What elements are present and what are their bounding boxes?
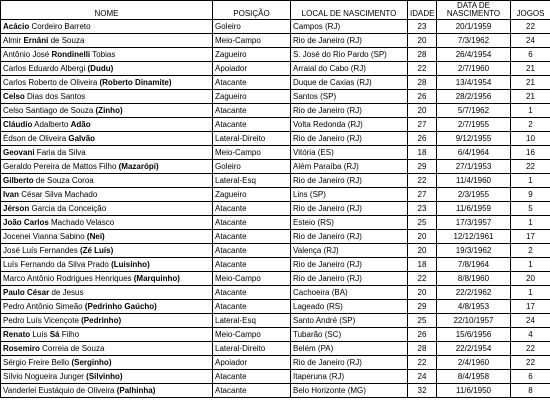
- cell-local: Duque de Caxias (RJ): [291, 76, 408, 90]
- cell-nome: [1, 174, 213, 188]
- cell-local: Rio de Janeiro (RJ): [291, 356, 408, 370]
- cell-idade: 29: [408, 160, 437, 174]
- name-highlight: (Zinho): [95, 106, 123, 115]
- cell-jogos: 1: [511, 216, 550, 230]
- cell-nome: [1, 76, 213, 90]
- cell-posicao: Atacante: [213, 76, 291, 90]
- name-part: Cordeiro Barreto: [29, 22, 91, 31]
- name-highlight: João Carlos: [3, 218, 49, 227]
- cell-idade: 27: [408, 118, 437, 132]
- name-part: Celso Santiago de Souza: [3, 106, 96, 115]
- cell-local: Cachoeira (BA): [291, 286, 408, 300]
- cell-jogos: 4: [511, 328, 550, 342]
- name-highlight: (Mazarópi): [118, 162, 159, 171]
- cell-nome: [1, 104, 213, 118]
- cell-local: Rio de Janeiro (RJ): [291, 34, 408, 48]
- table-row: [1, 356, 550, 370]
- cell-nome: [1, 370, 213, 384]
- cell-nome: [1, 146, 213, 160]
- cell-local: Lageado (RS): [291, 300, 408, 314]
- cell-idade: 20: [408, 34, 437, 48]
- cell-local: Esteio (RS): [291, 216, 408, 230]
- name-highlight: (Luisinho): [111, 260, 150, 269]
- header-row: [1, 1, 550, 20]
- name-highlight: Geovani: [3, 148, 35, 157]
- cell-idade: 20: [408, 286, 437, 300]
- cell-data: 6/4/1964: [437, 146, 511, 160]
- name-part: Pedro Antônio Simeão: [3, 302, 85, 311]
- cell-jogos: 21: [511, 62, 550, 76]
- cell-idade: 26: [408, 90, 437, 104]
- name-part: Tobias: [90, 50, 116, 59]
- cell-posicao: Lateral-Esq: [213, 174, 291, 188]
- name-highlight: (Nei): [86, 232, 105, 241]
- cell-nome: [1, 342, 213, 356]
- name-part: Dias dos Santos: [24, 92, 86, 101]
- table-row: [1, 76, 550, 90]
- cell-data: 11/4/1960: [437, 174, 511, 188]
- cell-jogos: 17: [511, 300, 550, 314]
- cell-posicao: Atacante: [213, 300, 291, 314]
- name-part: Geraldo Pereira de Mattos Filho: [3, 162, 119, 171]
- cell-data: 2/3/1955: [437, 188, 511, 202]
- table-row: [1, 132, 550, 146]
- cell-nome: [1, 300, 213, 314]
- cell-local: Rio de Janeiro (RJ): [291, 132, 408, 146]
- name-highlight: Paulo César: [3, 288, 50, 297]
- cell-idade: 32: [408, 384, 437, 398]
- cell-local: Volta Redonda (RJ): [291, 118, 408, 132]
- cell-data: 28/2/1956: [437, 90, 511, 104]
- cell-data: 22/10/1957: [437, 314, 511, 328]
- cell-local: Belém (PA): [291, 342, 408, 356]
- table-row: [1, 62, 550, 76]
- name-part: de Souza: [48, 36, 85, 45]
- cell-jogos: 2: [511, 118, 550, 132]
- cell-nome: [1, 272, 213, 286]
- name-highlight: (Zé Luís): [79, 246, 114, 255]
- cell-posicao: Apoiador: [213, 62, 291, 76]
- cell-jogos: 22: [511, 20, 550, 34]
- cell-jogos: 24: [511, 314, 550, 328]
- name-part: Luís: [30, 330, 50, 339]
- cell-data: 2/4/1960: [437, 356, 511, 370]
- cell-nome: [1, 90, 213, 104]
- cell-idade: 18: [408, 258, 437, 272]
- roster-body: [1, 20, 550, 398]
- name-part: Filho: [59, 330, 80, 339]
- table-row: [1, 314, 550, 328]
- cell-posicao: Atacante: [213, 384, 291, 398]
- cell-idade: 23: [408, 20, 437, 34]
- name-highlight: (Serginho): [71, 358, 112, 367]
- name-highlight: Ernâni: [23, 36, 49, 45]
- cell-posicao: Atacante: [213, 216, 291, 230]
- cell-jogos: 6: [511, 48, 550, 62]
- table-row: [1, 370, 550, 384]
- name-part: de Souza Coroa: [33, 176, 94, 185]
- cell-nome: [1, 34, 213, 48]
- header-jogos: JOGOS: [511, 1, 550, 20]
- cell-nome: [1, 258, 213, 272]
- name-part: César Silva Machado: [19, 190, 98, 199]
- cell-jogos: 20: [511, 272, 550, 286]
- cell-jogos: 10: [511, 132, 550, 146]
- cell-local: Santos (SP): [291, 90, 408, 104]
- cell-nome: [1, 356, 213, 370]
- cell-posicao: Lateral-Direito: [213, 132, 291, 146]
- cell-posicao: Atacante: [213, 202, 291, 216]
- cell-nome: [1, 216, 213, 230]
- cell-jogos: 16: [511, 146, 550, 160]
- cell-jogos: 1: [511, 104, 550, 118]
- cell-idade: 28: [408, 76, 437, 90]
- cell-data: 5/7/1962: [437, 104, 511, 118]
- table-row: [1, 258, 550, 272]
- cell-data: 26/4/1954: [437, 48, 511, 62]
- cell-jogos: 1: [511, 286, 550, 300]
- cell-idade: 22: [408, 62, 437, 76]
- cell-idade: 29: [408, 300, 437, 314]
- name-part: Jocenei Vianna Sabino: [3, 232, 87, 241]
- table-row: [1, 286, 550, 300]
- cell-idade: 22: [408, 174, 437, 188]
- table-row: [1, 272, 550, 286]
- cell-data: 15/6/1956: [437, 328, 511, 342]
- table-row: [1, 188, 550, 202]
- name-part: Carlos Eduardo Albergi: [3, 64, 88, 73]
- cell-posicao: Atacante: [213, 286, 291, 300]
- cell-local: Rio de Janeiro (RJ): [291, 258, 408, 272]
- cell-nome: [1, 314, 213, 328]
- name-highlight: Renato: [3, 330, 31, 339]
- cell-nome: [1, 20, 213, 34]
- name-highlight: Gilberto: [3, 176, 34, 185]
- cell-nome: [1, 244, 213, 258]
- cell-local: Tubarão (SC): [291, 328, 408, 342]
- cell-posicao: Lateral-Direito: [213, 342, 291, 356]
- table-row: [1, 48, 550, 62]
- header-local: LOCAL DE NASCIMENTO: [291, 1, 408, 20]
- cell-jogos: 22: [511, 356, 550, 370]
- cell-nome: [1, 384, 213, 398]
- name-highlight: Rosemiro: [3, 344, 40, 353]
- name-highlight: (Silvinho): [86, 372, 123, 381]
- cell-posicao: Zagueiro: [213, 48, 291, 62]
- table-row: [1, 90, 550, 104]
- cell-data: 20/1/1959: [437, 20, 511, 34]
- name-highlight: (Palhinha): [116, 386, 156, 395]
- table-row: [1, 342, 550, 356]
- name-part: Adalberto: [32, 120, 71, 129]
- cell-data: 8/8/1960: [437, 272, 511, 286]
- cell-nome: [1, 328, 213, 342]
- cell-data: 2/7/1960: [437, 62, 511, 76]
- cell-data: 11/6/1950: [437, 384, 511, 398]
- cell-jogos: 1: [511, 174, 550, 188]
- cell-jogos: 24: [511, 34, 550, 48]
- name-highlight: Jérson: [3, 204, 30, 213]
- cell-posicao: Goleiro: [213, 160, 291, 174]
- name-part: Garcia da Conceição: [29, 204, 107, 213]
- name-part: Marco Antônio Rodrigues Henriques: [3, 274, 134, 283]
- cell-local: Rio de Janeiro (RJ): [291, 272, 408, 286]
- cell-jogos: 8: [511, 384, 550, 398]
- cell-data: 9/12/1955: [437, 132, 511, 146]
- table-row: [1, 34, 550, 48]
- table-row: [1, 146, 550, 160]
- name-part: Carlos Roberto de Oliveira: [3, 78, 100, 87]
- cell-nome: [1, 286, 213, 300]
- cell-nome: [1, 48, 213, 62]
- cell-data: 17/3/1957: [437, 216, 511, 230]
- name-highlight: (Roberto Dinamite): [99, 78, 172, 87]
- cell-local: S. José do Rio Pardo (SP): [291, 48, 408, 62]
- cell-local: Valença (RJ): [291, 244, 408, 258]
- cell-local: Santo André (SP): [291, 314, 408, 328]
- cell-local: Itaperuna (RJ): [291, 370, 408, 384]
- cell-jogos: 21: [511, 90, 550, 104]
- name-part: Sílvio Nogueira Junger: [3, 372, 87, 381]
- header-posicao: POSIÇÃO: [213, 1, 291, 20]
- cell-idade: 23: [408, 202, 437, 216]
- cell-local: Rio de Janeiro (RJ): [291, 202, 408, 216]
- name-part: Almir: [3, 36, 24, 45]
- cell-nome: [1, 160, 213, 174]
- cell-local: Campos (RJ): [291, 20, 408, 34]
- cell-nome: [1, 202, 213, 216]
- name-part: Sérgio Freire Bello: [3, 358, 72, 367]
- cell-posicao: Goleiro: [213, 20, 291, 34]
- cell-data: 7/3/1962: [437, 34, 511, 48]
- cell-nome: [1, 118, 213, 132]
- name-highlight: (Marquinho): [133, 274, 180, 283]
- cell-local: Rio de Janeiro (RJ): [291, 104, 408, 118]
- cell-idade: 20: [408, 230, 437, 244]
- table-row: [1, 104, 550, 118]
- name-part: Luís Fernando da Silva Prado: [3, 260, 112, 269]
- cell-idade: 22: [408, 356, 437, 370]
- cell-nome: [1, 62, 213, 76]
- cell-posicao: Atacante: [213, 104, 291, 118]
- cell-local: Além Paraíba (RJ): [291, 160, 408, 174]
- cell-data: 2/7/1955: [437, 118, 511, 132]
- name-highlight: Galvão: [68, 134, 96, 143]
- cell-jogos: 22: [511, 160, 550, 174]
- cell-idade: 28: [408, 342, 437, 356]
- cell-data: 12/12/1961: [437, 230, 511, 244]
- cell-posicao: Zagueiro: [213, 90, 291, 104]
- table-row: [1, 230, 550, 244]
- name-part: Antônio José: [3, 50, 52, 59]
- cell-posicao: Meio-Campo: [213, 272, 291, 286]
- cell-nome: [1, 188, 213, 202]
- cell-posicao: Atacante: [213, 370, 291, 384]
- cell-data: 22/2/1962: [437, 286, 511, 300]
- cell-posicao: Atacante: [213, 230, 291, 244]
- cell-data: 19/3/1962: [437, 244, 511, 258]
- cell-idade: 22: [408, 272, 437, 286]
- cell-posicao: Atacante: [213, 118, 291, 132]
- cell-data: 4/8/1953: [437, 300, 511, 314]
- name-highlight: Rondinelli: [51, 50, 91, 59]
- cell-data: 8/4/1958: [437, 370, 511, 384]
- cell-jogos: 6: [511, 370, 550, 384]
- name-part: Vanderlei Eustáquio de Oliveira: [3, 386, 117, 395]
- cell-idade: 27: [408, 188, 437, 202]
- cell-data: 11/6/1959: [437, 202, 511, 216]
- name-part: José Luís Fernandes: [3, 246, 80, 255]
- name-highlight: (Pedrinho Gaúcho): [84, 302, 157, 311]
- cell-posicao: Meio-Campo: [213, 328, 291, 342]
- cell-jogos: 5: [511, 202, 550, 216]
- header-idade: IDADE: [408, 1, 437, 20]
- cell-data: 22/2/1954: [437, 342, 511, 356]
- cell-data: 7/8/1964: [437, 258, 511, 272]
- cell-idade: 20: [408, 104, 437, 118]
- cell-data: 13/4/1954: [437, 76, 511, 90]
- cell-idade: 18: [408, 146, 437, 160]
- cell-jogos: 21: [511, 76, 550, 90]
- name-part: Machado Velasco: [48, 218, 115, 227]
- table-row: [1, 174, 550, 188]
- name-part: Correia de Souza: [39, 344, 105, 353]
- table-row: [1, 216, 550, 230]
- cell-posicao: Meio-Campo: [213, 34, 291, 48]
- cell-idade: 25: [408, 216, 437, 230]
- cell-jogos: 2: [511, 244, 550, 258]
- table-row: [1, 20, 550, 34]
- cell-idade: 26: [408, 328, 437, 342]
- cell-nome: [1, 132, 213, 146]
- cell-idade: 26: [408, 132, 437, 146]
- table-row: [1, 328, 550, 342]
- cell-jogos: 22: [511, 342, 550, 356]
- name-part: Édson de Oliveira: [3, 134, 69, 143]
- table-row: [1, 300, 550, 314]
- cell-jogos: 17: [511, 230, 550, 244]
- name-highlight: Acácio: [3, 22, 30, 31]
- cell-nome: [1, 230, 213, 244]
- name-part: Pedro Luís Vicençote: [3, 316, 82, 325]
- cell-posicao: Zagueiro: [213, 188, 291, 202]
- table-row: [1, 384, 550, 398]
- table-row: [1, 244, 550, 258]
- cell-local: Lins (SP): [291, 188, 408, 202]
- cell-posicao: Meio-Campo: [213, 146, 291, 160]
- cell-local: Arraial do Cabo (RJ): [291, 62, 408, 76]
- name-part: Faria da Silva: [34, 148, 86, 157]
- cell-data: 27/1/1953: [437, 160, 511, 174]
- cell-local: Vitória (ES): [291, 146, 408, 160]
- cell-local: Belo Horizonte (MG): [291, 384, 408, 398]
- cell-idade: 28: [408, 48, 437, 62]
- name-highlight: Celso: [3, 92, 25, 101]
- cell-idade: 25: [408, 314, 437, 328]
- table-row: [1, 160, 550, 174]
- name-highlight: Cláudio: [3, 120, 33, 129]
- cell-posicao: Apoiador: [213, 356, 291, 370]
- cell-local: Rio de Janeiro (RJ): [291, 230, 408, 244]
- name-highlight: (Pedrinho): [81, 316, 122, 325]
- cell-posicao: Atacante: [213, 244, 291, 258]
- name-highlight: Ivan: [3, 190, 20, 199]
- cell-idade: 20: [408, 244, 437, 258]
- name-highlight: Adão: [70, 120, 91, 129]
- name-part: de Jesus: [49, 288, 84, 297]
- cell-posicao: Lateral-Esq: [213, 314, 291, 328]
- table-row: [1, 118, 550, 132]
- cell-idade: 24: [408, 370, 437, 384]
- table-row: [1, 202, 550, 216]
- header-data: DATA DE NASCIMENTO: [437, 1, 511, 20]
- cell-jogos: 9: [511, 188, 550, 202]
- name-highlight: Sá: [49, 330, 60, 339]
- name-highlight: (Dudu): [87, 64, 114, 73]
- cell-local: Rio de Janeiro (RJ): [291, 174, 408, 188]
- header-nome: NOME: [1, 1, 213, 20]
- cell-jogos: 1: [511, 258, 550, 272]
- cell-posicao: Atacante: [213, 258, 291, 272]
